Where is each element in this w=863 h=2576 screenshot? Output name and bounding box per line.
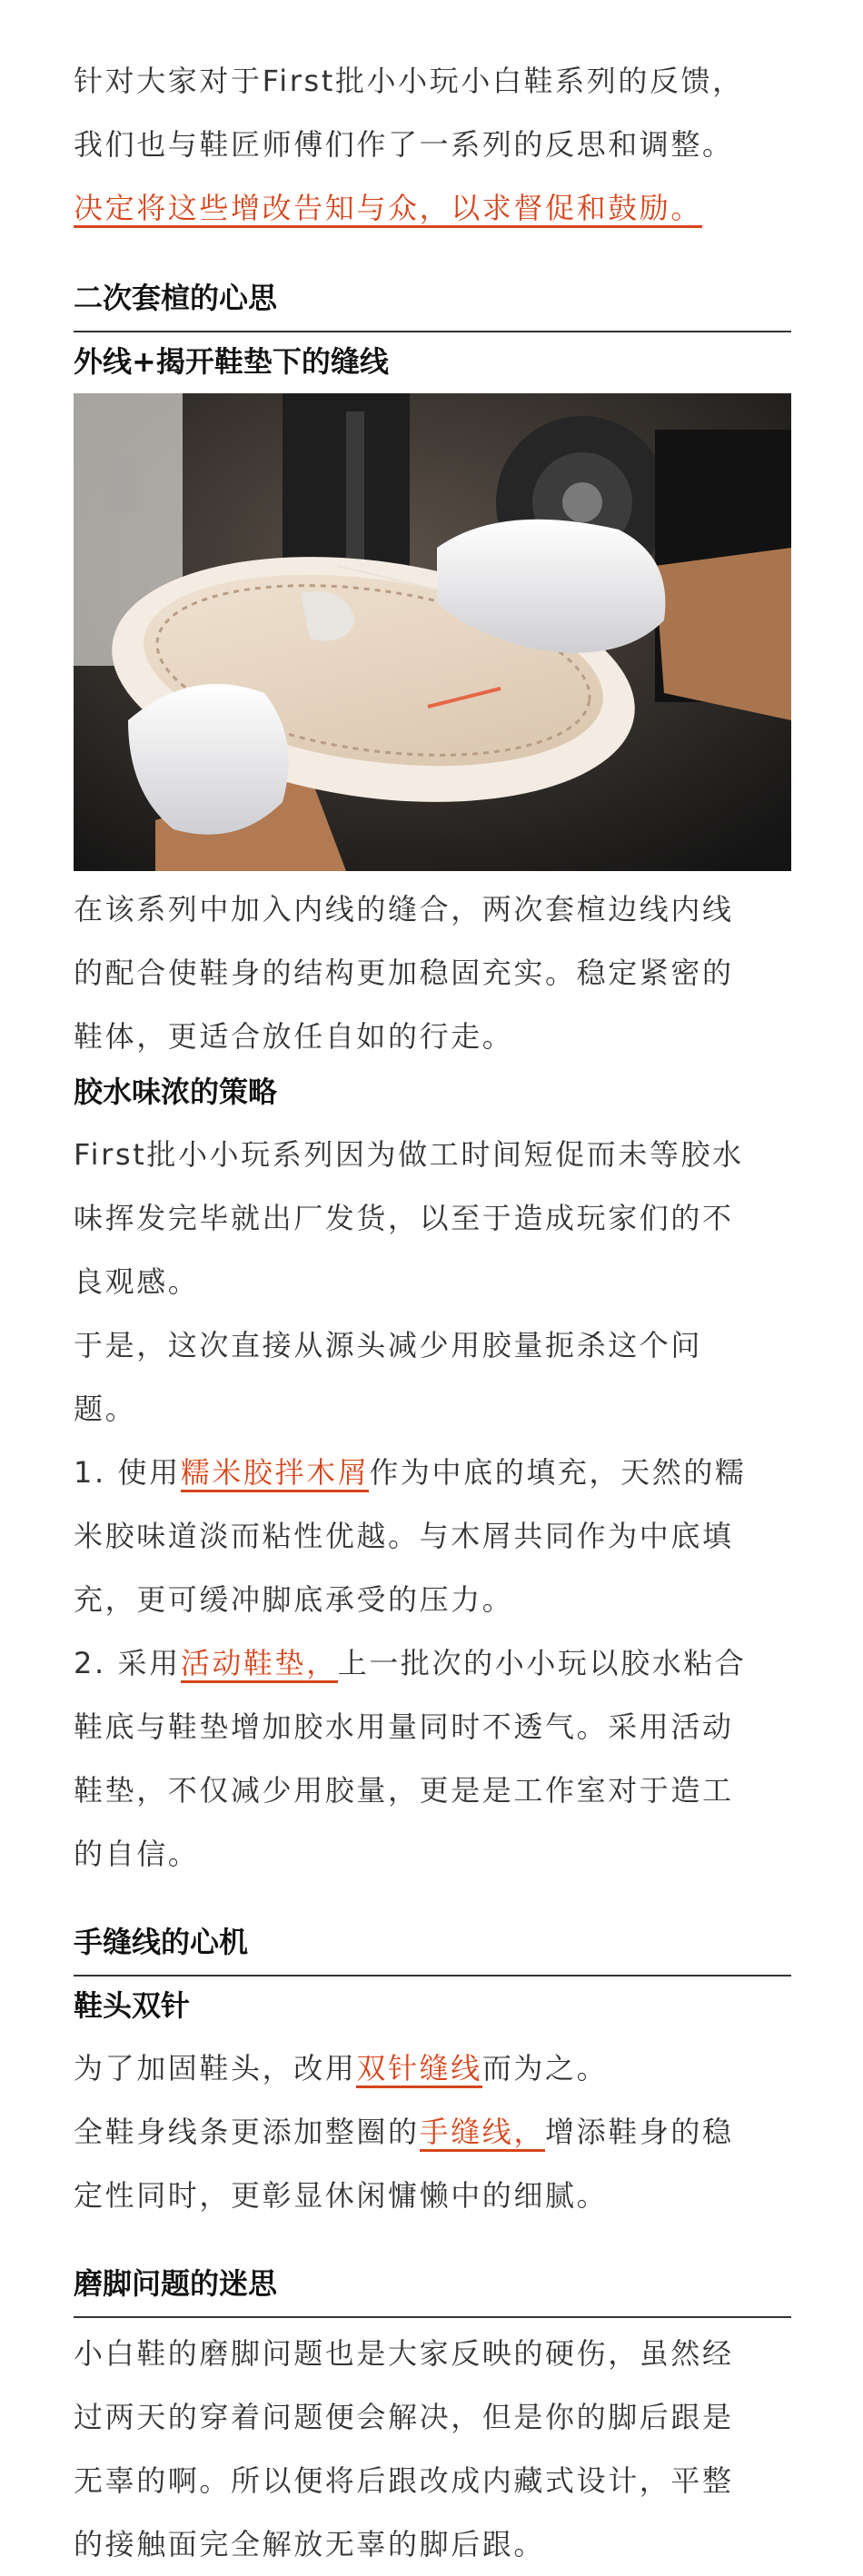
section-heading — [74, 1922, 791, 1977]
paragraph-line: 于是，这次直接从源头减少用胶量扼杀这个问 — [74, 1328, 703, 1362]
paragraph-line: 小白鞋的磨脚问题也是大家反映的硬伤，虽然经 — [74, 2336, 734, 2371]
intro-highlight: 决定将这些增改告知与众，以求督促和鼓励。 — [74, 191, 702, 228]
text-span: 为了加固鞋头，改用 — [74, 2051, 357, 2086]
paragraph-line: First批小小玩系列因为做工时间短促而未等胶水 — [74, 1137, 744, 1172]
text-span: 增添鞋身的稳 — [545, 2115, 734, 2149]
list-item-line — [74, 1631, 791, 1695]
paragraph-line — [74, 2036, 791, 2100]
paragraph-line: 无辜的啊。所以便将后跟改成内藏式设计，平整 — [74, 2463, 734, 2498]
section-heading — [74, 2264, 791, 2318]
paragraph-line: 题。 — [74, 1392, 137, 1426]
section4-body — [74, 2322, 791, 2576]
sub-heading: 胶水味浓的策略 — [74, 1075, 278, 1109]
paragraph-line: 鞋底与鞋垫增加胶水用量同时不透气。采用活动 — [74, 1709, 734, 1744]
highlight-removable-insole: 活动鞋垫， — [181, 1646, 338, 1683]
sub-heading: 鞋头双针 — [74, 1988, 191, 2023]
intro-line: 我们也与鞋匠师傅们作了一系列的反思和调整。 — [74, 127, 734, 162]
list-item-prefix: 2. 采用 — [74, 1646, 181, 1680]
section-heading-text: 磨脚问题的迷思 — [74, 2266, 278, 2301]
photo-illustration — [74, 393, 791, 871]
paragraph-line: 鞋体，更适合放任自如的行走。 — [74, 1019, 514, 1054]
section-heading-text: 二次套楦的心思 — [74, 281, 278, 315]
paragraph-line: 的接触面完全解放无辜的脚后跟。 — [74, 2527, 546, 2561]
intro-line: 针对大家对于First批小小玩小白鞋系列的反馈， — [74, 64, 744, 98]
paragraph-line: 充，更可缓冲脚底承受的压力。 — [74, 1582, 514, 1617]
highlight-hand-stitching: 手缝线， — [420, 2115, 545, 2152]
paragraph-line: 定性同时，更彰显休闲慵懒中的细腻。 — [74, 2178, 609, 2213]
sub-heading: 外线+揭开鞋垫下的缝线 — [74, 344, 389, 379]
section1-paragraph — [74, 877, 791, 1068]
intro-highlight-line — [74, 176, 791, 240]
text-span: 而为之。 — [481, 2051, 609, 2086]
paragraph-line: 的配合使鞋身的结构更加稳固充实。稳定紧密的 — [74, 956, 734, 990]
paragraph-line: 的自信。 — [74, 1837, 200, 1871]
list-item-line — [74, 1441, 791, 1504]
paragraph-line — [74, 2100, 791, 2164]
paragraph-line: 米胶味道淡而粘性优越。与木屑共同作为中底填 — [74, 1519, 734, 1553]
section2-body — [74, 1123, 791, 1886]
highlight-double-needle: 双针缝线 — [356, 2051, 481, 2088]
section3-body — [74, 2036, 791, 2227]
paragraph-line: 味挥发完毕就出厂发货，以至于造成玩家们的不 — [74, 1201, 734, 1235]
highlight-glutinous-glue: 糯米胶拌木屑 — [181, 1455, 370, 1492]
list-item-rest: 上一批次的小小玩以胶水粘合 — [337, 1646, 747, 1680]
text-span: 全鞋身线条更添加整圈的 — [74, 2115, 420, 2149]
list-item-rest: 作为中底的填充，天然的糯 — [369, 1455, 747, 1490]
paragraph-line: 鞋垫，不仅减少用胶量，更是是工作室对于造工 — [74, 1773, 734, 1808]
paragraph-line: 过两天的穿着问题便会解决，但是你的脚后跟是 — [74, 2400, 734, 2434]
shoe-stitching-photo — [74, 393, 791, 871]
intro — [74, 49, 791, 240]
paragraph-line: 良观感。 — [74, 1264, 200, 1299]
list-item-prefix: 1. 使用 — [74, 1455, 181, 1490]
section-heading-text: 手缝线的心机 — [74, 1925, 249, 1959]
section-heading — [74, 278, 791, 332]
paragraph-line: 在该系列中加入内线的缝合，两次套楦边线内线 — [74, 892, 734, 926]
